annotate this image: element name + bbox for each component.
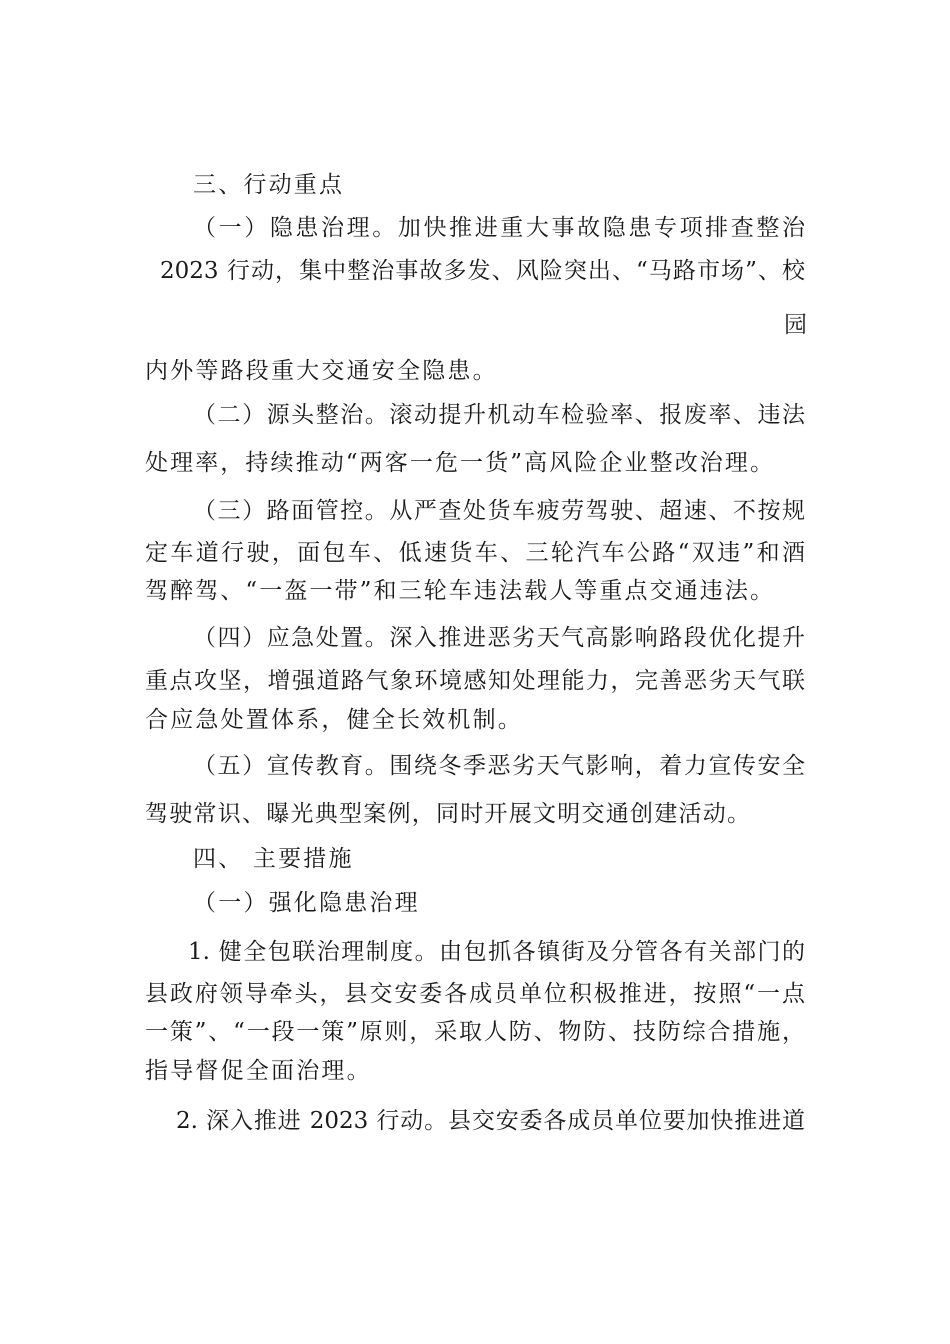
paragraph-publicity-line-2: 驾驶常识、曝光典型案例，同时开展文明交通创建活动。 bbox=[145, 801, 750, 827]
measure-1-line-4: 指导督促全面治理。 bbox=[145, 1058, 372, 1084]
paragraph-emergency-line-3: 合应急处置体系，健全长效机制。 bbox=[145, 707, 523, 733]
paragraph-road-control-line-3: 驾醉驾、“一盔一带”和三轮车违法载人等重点交通违法。 bbox=[145, 578, 773, 604]
measure-1-line-2: 县政府领导牵头，县交安委各成员单位积极推进，按照“一点 bbox=[145, 981, 805, 1007]
measure-1-line-1: 1. 健全包联治理制度。由包抓各镇街及分管各有关部门的 bbox=[188, 939, 805, 965]
section-3-heading: 三、行动重点 bbox=[193, 172, 345, 198]
paragraph-hidden-danger-line-1: （一）隐患治理。加快推进重大事故隐患专项排查整治 bbox=[193, 215, 805, 241]
paragraph-emergency-line-1: （四）应急处置。深入推进恶劣天气高影响路段优化提升 bbox=[193, 625, 805, 651]
paragraph-publicity-line-1: （五）宣传教育。围绕冬季恶劣天气影响，着力宣传安全 bbox=[193, 753, 805, 779]
paragraph-hidden-danger-line-4: 内外等路段重大交通安全隐患。 bbox=[145, 358, 498, 384]
section-4-heading: 四、 主要措施 bbox=[193, 846, 354, 872]
measure-1-line-3: 一策”、“一段一策”原则，采取人防、物防、技防综合措施， bbox=[145, 1019, 805, 1045]
paragraph-road-control-line-2: 定车道行驶，面包车、低速货车、三轮汽车公路“双违”和酒 bbox=[145, 540, 805, 566]
measure-2-line-1: 2. 深入推进 2023 行动。县交安委各成员单位要加快推进道 bbox=[176, 1108, 805, 1134]
paragraph-emergency-line-2: 重点攻坚，增强道路气象环境感知处理能力，完善恶劣天气联 bbox=[145, 668, 805, 694]
paragraph-hidden-danger-line-2: 2023 行动，集中整治事故多发、风险突出、“马路市场”、校 bbox=[160, 258, 805, 284]
paragraph-source-line-1: （二）源头整治。滚动提升机动车检验率、报废率、违法 bbox=[193, 402, 805, 428]
paragraph-source-line-2: 处理率，持续推动“两客一危一货”高风险企业整改治理。 bbox=[145, 450, 773, 476]
subsection-1-heading: （一）强化隐患治理 bbox=[193, 890, 420, 916]
paragraph-road-control-line-1: （三）路面管控。从严查处货车疲劳驾驶、超速、不按规 bbox=[193, 498, 805, 524]
paragraph-hidden-danger-line-3: 园 bbox=[784, 312, 810, 338]
